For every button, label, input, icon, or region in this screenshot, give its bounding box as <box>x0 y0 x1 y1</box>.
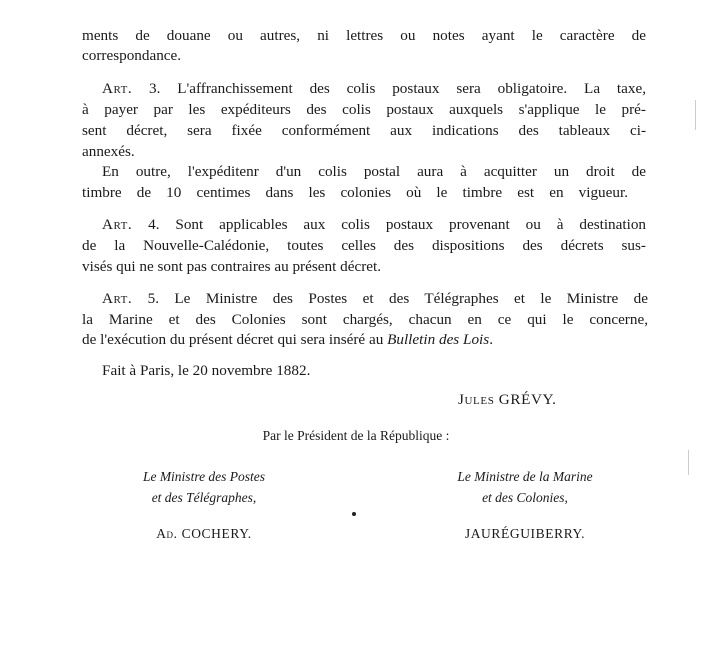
date-line: Fait à Paris, le 20 novembre 1882. <box>102 362 311 379</box>
signature-president: Jules GRÉVY. <box>458 391 557 408</box>
article-5-first-line <box>102 289 648 309</box>
article-3-text: 3. L'affranchissement des colis postaux sera obligatoire. La taxe, <box>149 80 647 97</box>
text-line-14 <box>82 330 493 350</box>
text-line-14-main: de l'exécution du présent décret qui sera inséré au <box>82 331 388 348</box>
bulletin-des-lois: Bulletin des Lois <box>387 331 490 348</box>
text-line-14-end: . <box>489 331 493 348</box>
minister-postes-title-2: et des Télégraphes, <box>151 490 257 505</box>
text-line-4: à payer par les expéditeurs des colis postaux auxquels s'applique le pré- <box>82 101 646 118</box>
text-line-2: correspondance. <box>82 47 182 64</box>
text-line-13: la Marine et des Colonies sont chargés, chacun en ce qui le concerne, <box>82 311 648 328</box>
text-line-1: ments de douane ou autres, ni lettres ou notes ayant le caractère de <box>82 27 646 44</box>
article-3-label: Art. <box>102 80 133 97</box>
minister-marine-title-2: et des Colonies, <box>482 490 568 505</box>
signature-cochery: Ad. COCHERY. <box>156 526 252 541</box>
article-4-label: Art. <box>102 216 133 233</box>
text-line-7: En outre, l'expéditenr d'un colis postal aura à acquitter un droit de <box>102 163 646 180</box>
article-3-first-line <box>102 79 646 99</box>
article-4-first-line <box>102 215 646 235</box>
text-line-10: de la Nouvelle-Calédonie, toutes celles des dispositions des décrets sus- <box>82 237 646 254</box>
text-line-6: annexés. <box>82 143 135 160</box>
edge-mark-right <box>695 100 696 130</box>
article-5-text: 5. Le Ministre des Postes et des Télégraphes et le Ministre de <box>147 290 648 307</box>
text-line-8: timbre de 10 centimes dans les colonies où le timbre est en vigueur. <box>82 184 628 201</box>
edge-mark-right-lower <box>688 450 689 475</box>
text-line-5: sent décret, sera fixée conformément aux indications des tableaux ci- <box>82 122 646 139</box>
article-5-label: Art. <box>102 290 133 307</box>
par-le-president: Par le Président de la République : <box>262 428 450 443</box>
minister-marine-title-1: Le Ministre de la Marine <box>457 469 593 484</box>
text-line-11: visés qui ne sont pas contraires au présent décret. <box>82 258 382 275</box>
article-4-text: 4. Sont applicables aux colis postaux provenant ou à destination <box>148 216 647 233</box>
ink-dot <box>352 512 356 516</box>
signature-jaureguiberry: JAURÉGUIBERRY. <box>464 526 586 541</box>
minister-postes-title-1: Le Ministre des Postes <box>142 469 266 484</box>
